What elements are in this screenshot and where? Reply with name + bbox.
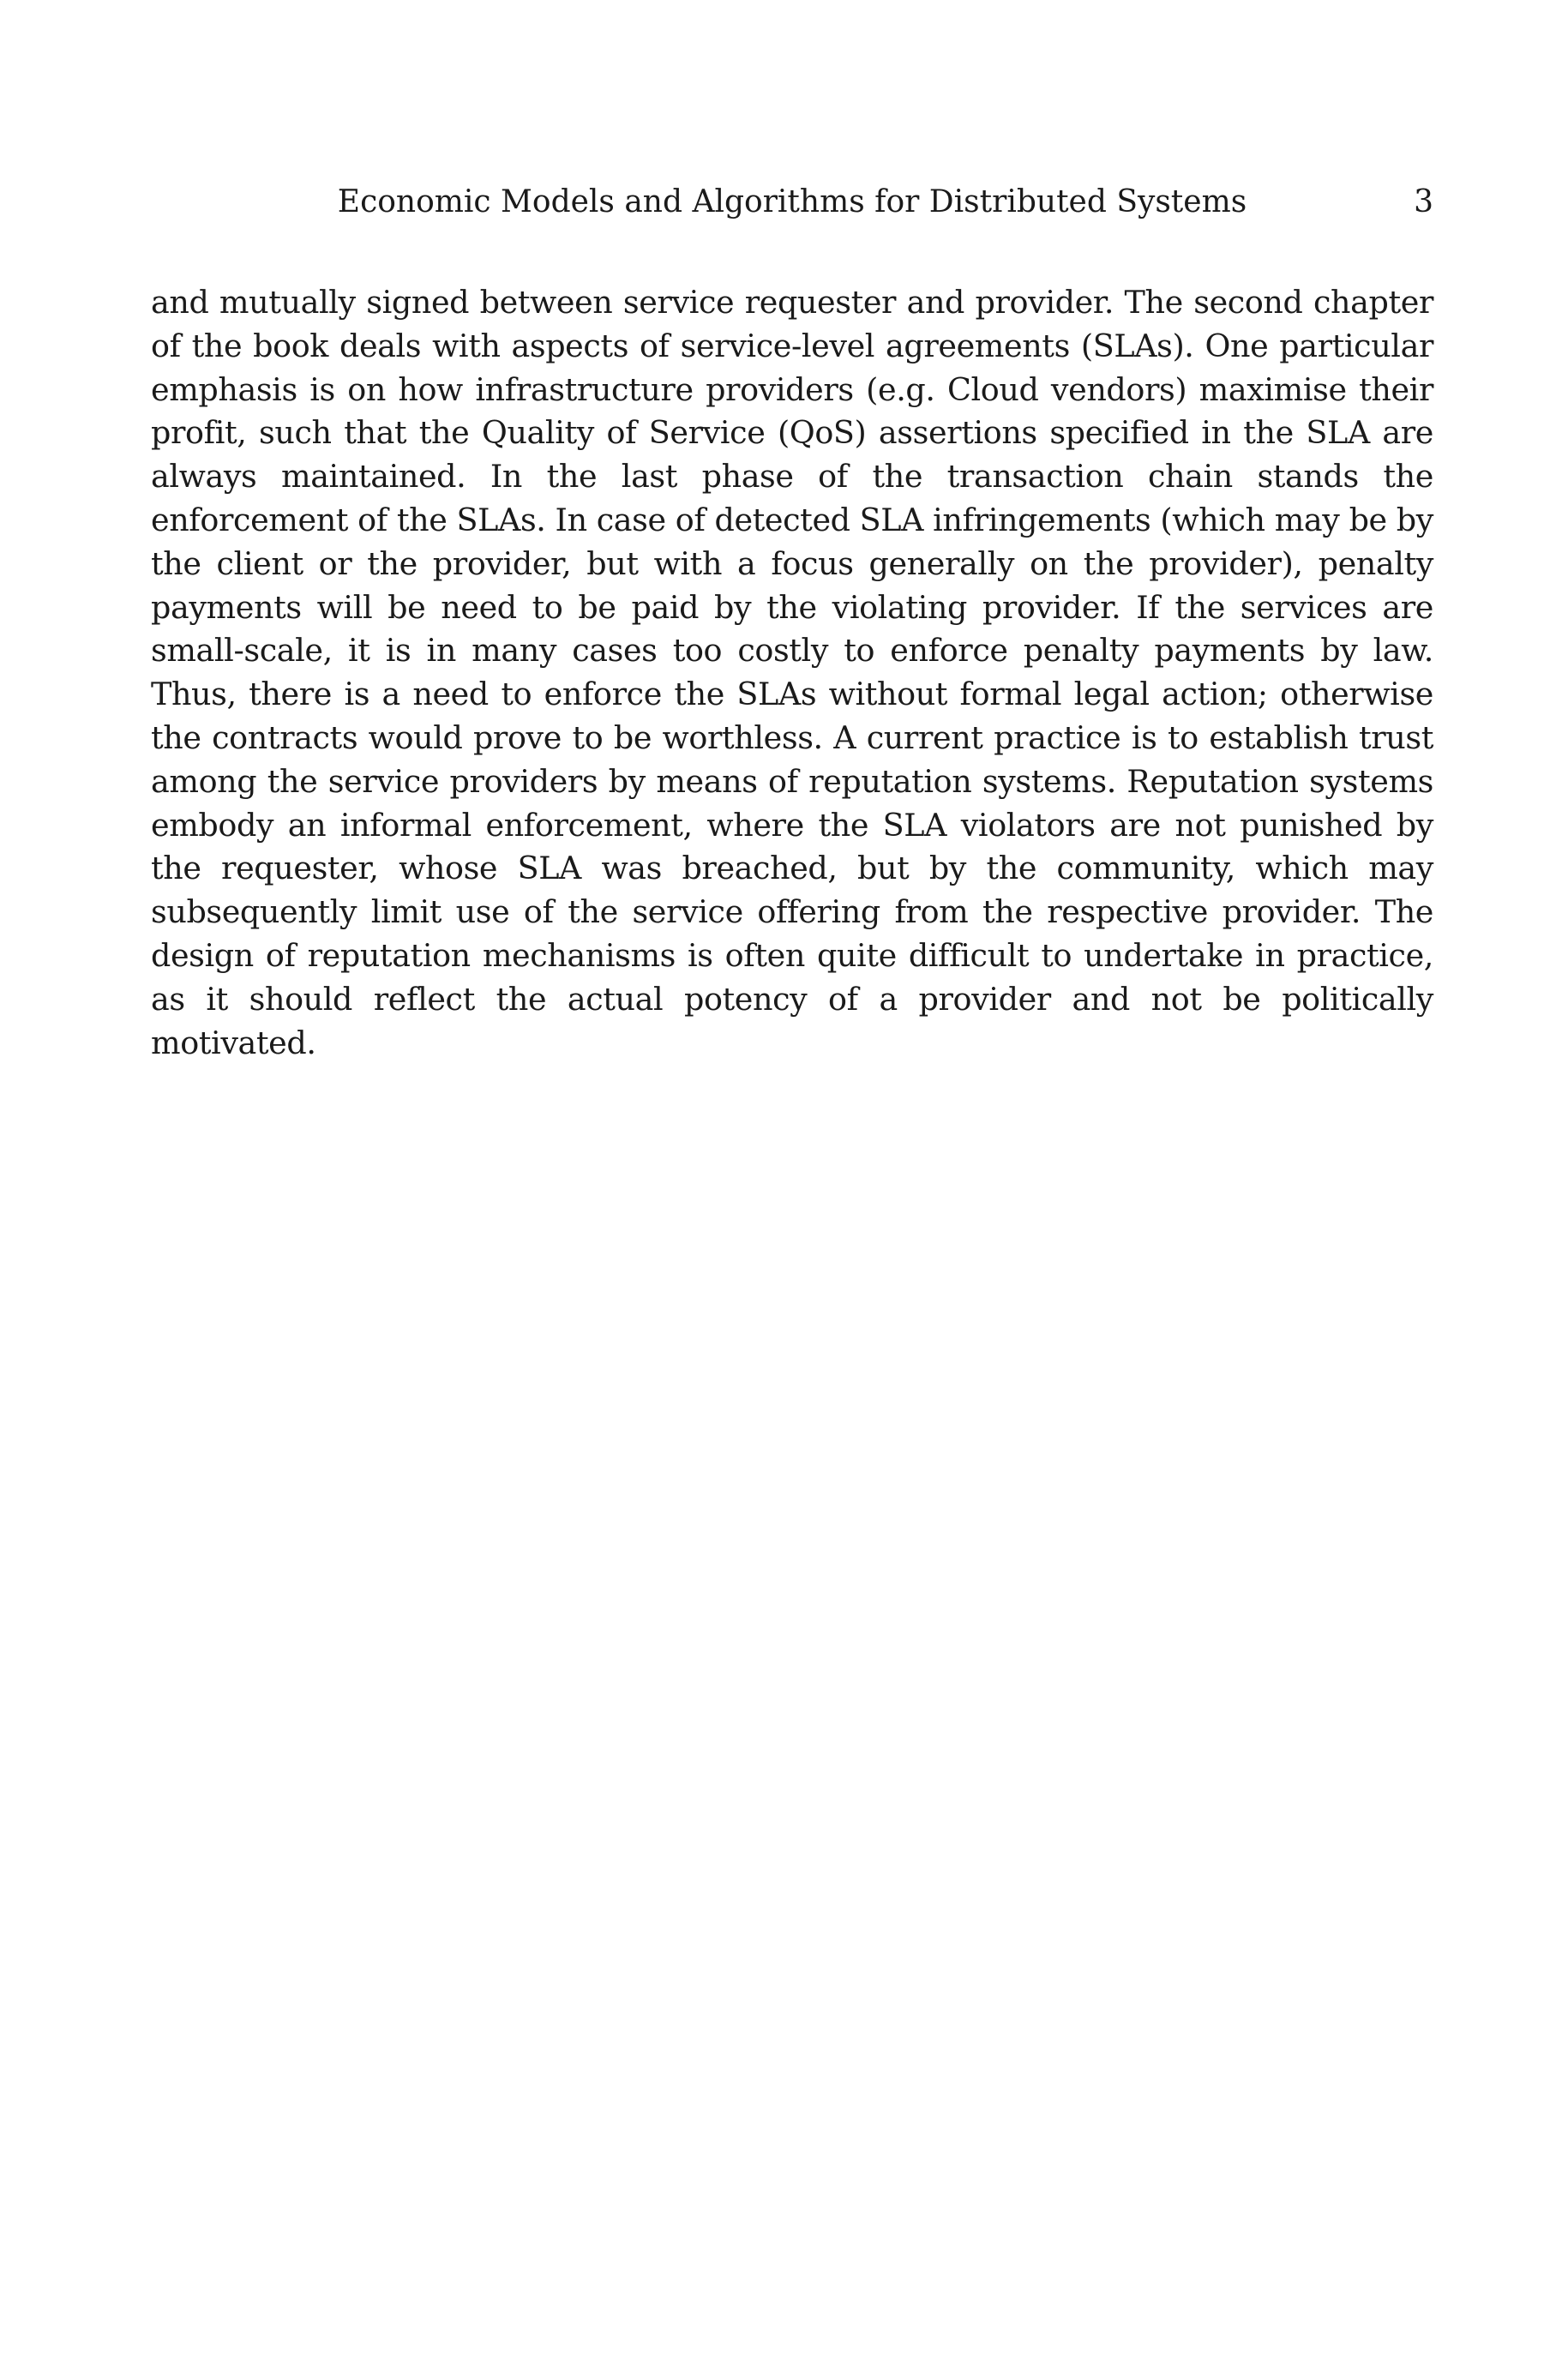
body-paragraph: and mutually signed between service requester and provider. The second chapter of the book deals with aspects of service-level agreements (SLAs). One particular emphasis is on how infrastructure providers (e.g. Cloud vendors) maximise their profit, such that the Quality of Service (QoS) assertions specified in the SLA are always maintained. In the last phase of the transaction chain stands the enforcement of the SLAs. In case of detected SLA infringements (which may be by the client or the provider, but with a focus generally on the provider), penalty payments will be need to be paid by the violating provider. If the services are small-scale, it is in many cases too costly to enforce penalty payments by law. Thus, there is a need to enforce the SLAs without formal legal action; otherwise the contracts would prove to be worthless. A current practice is to establish trust among the service providers by means of reputation systems. Reputation systems embody an informal enforcement, where the SLA violators are not punished by the requester, whose SLA was breached, but by the community, which may subsequently limit use of the service offering from the respective provider. The design of reputation mechanisms is often quite difficult to undertake in practice, as it should reflect the actual potency of a provider and not be politically motivated. — [151, 284, 1433, 1061]
running-head — [151, 178, 1433, 226]
running-title: Economic Models and Algorithms for Distributed Systems — [337, 184, 1247, 219]
page-number: 3 — [1414, 184, 1433, 219]
